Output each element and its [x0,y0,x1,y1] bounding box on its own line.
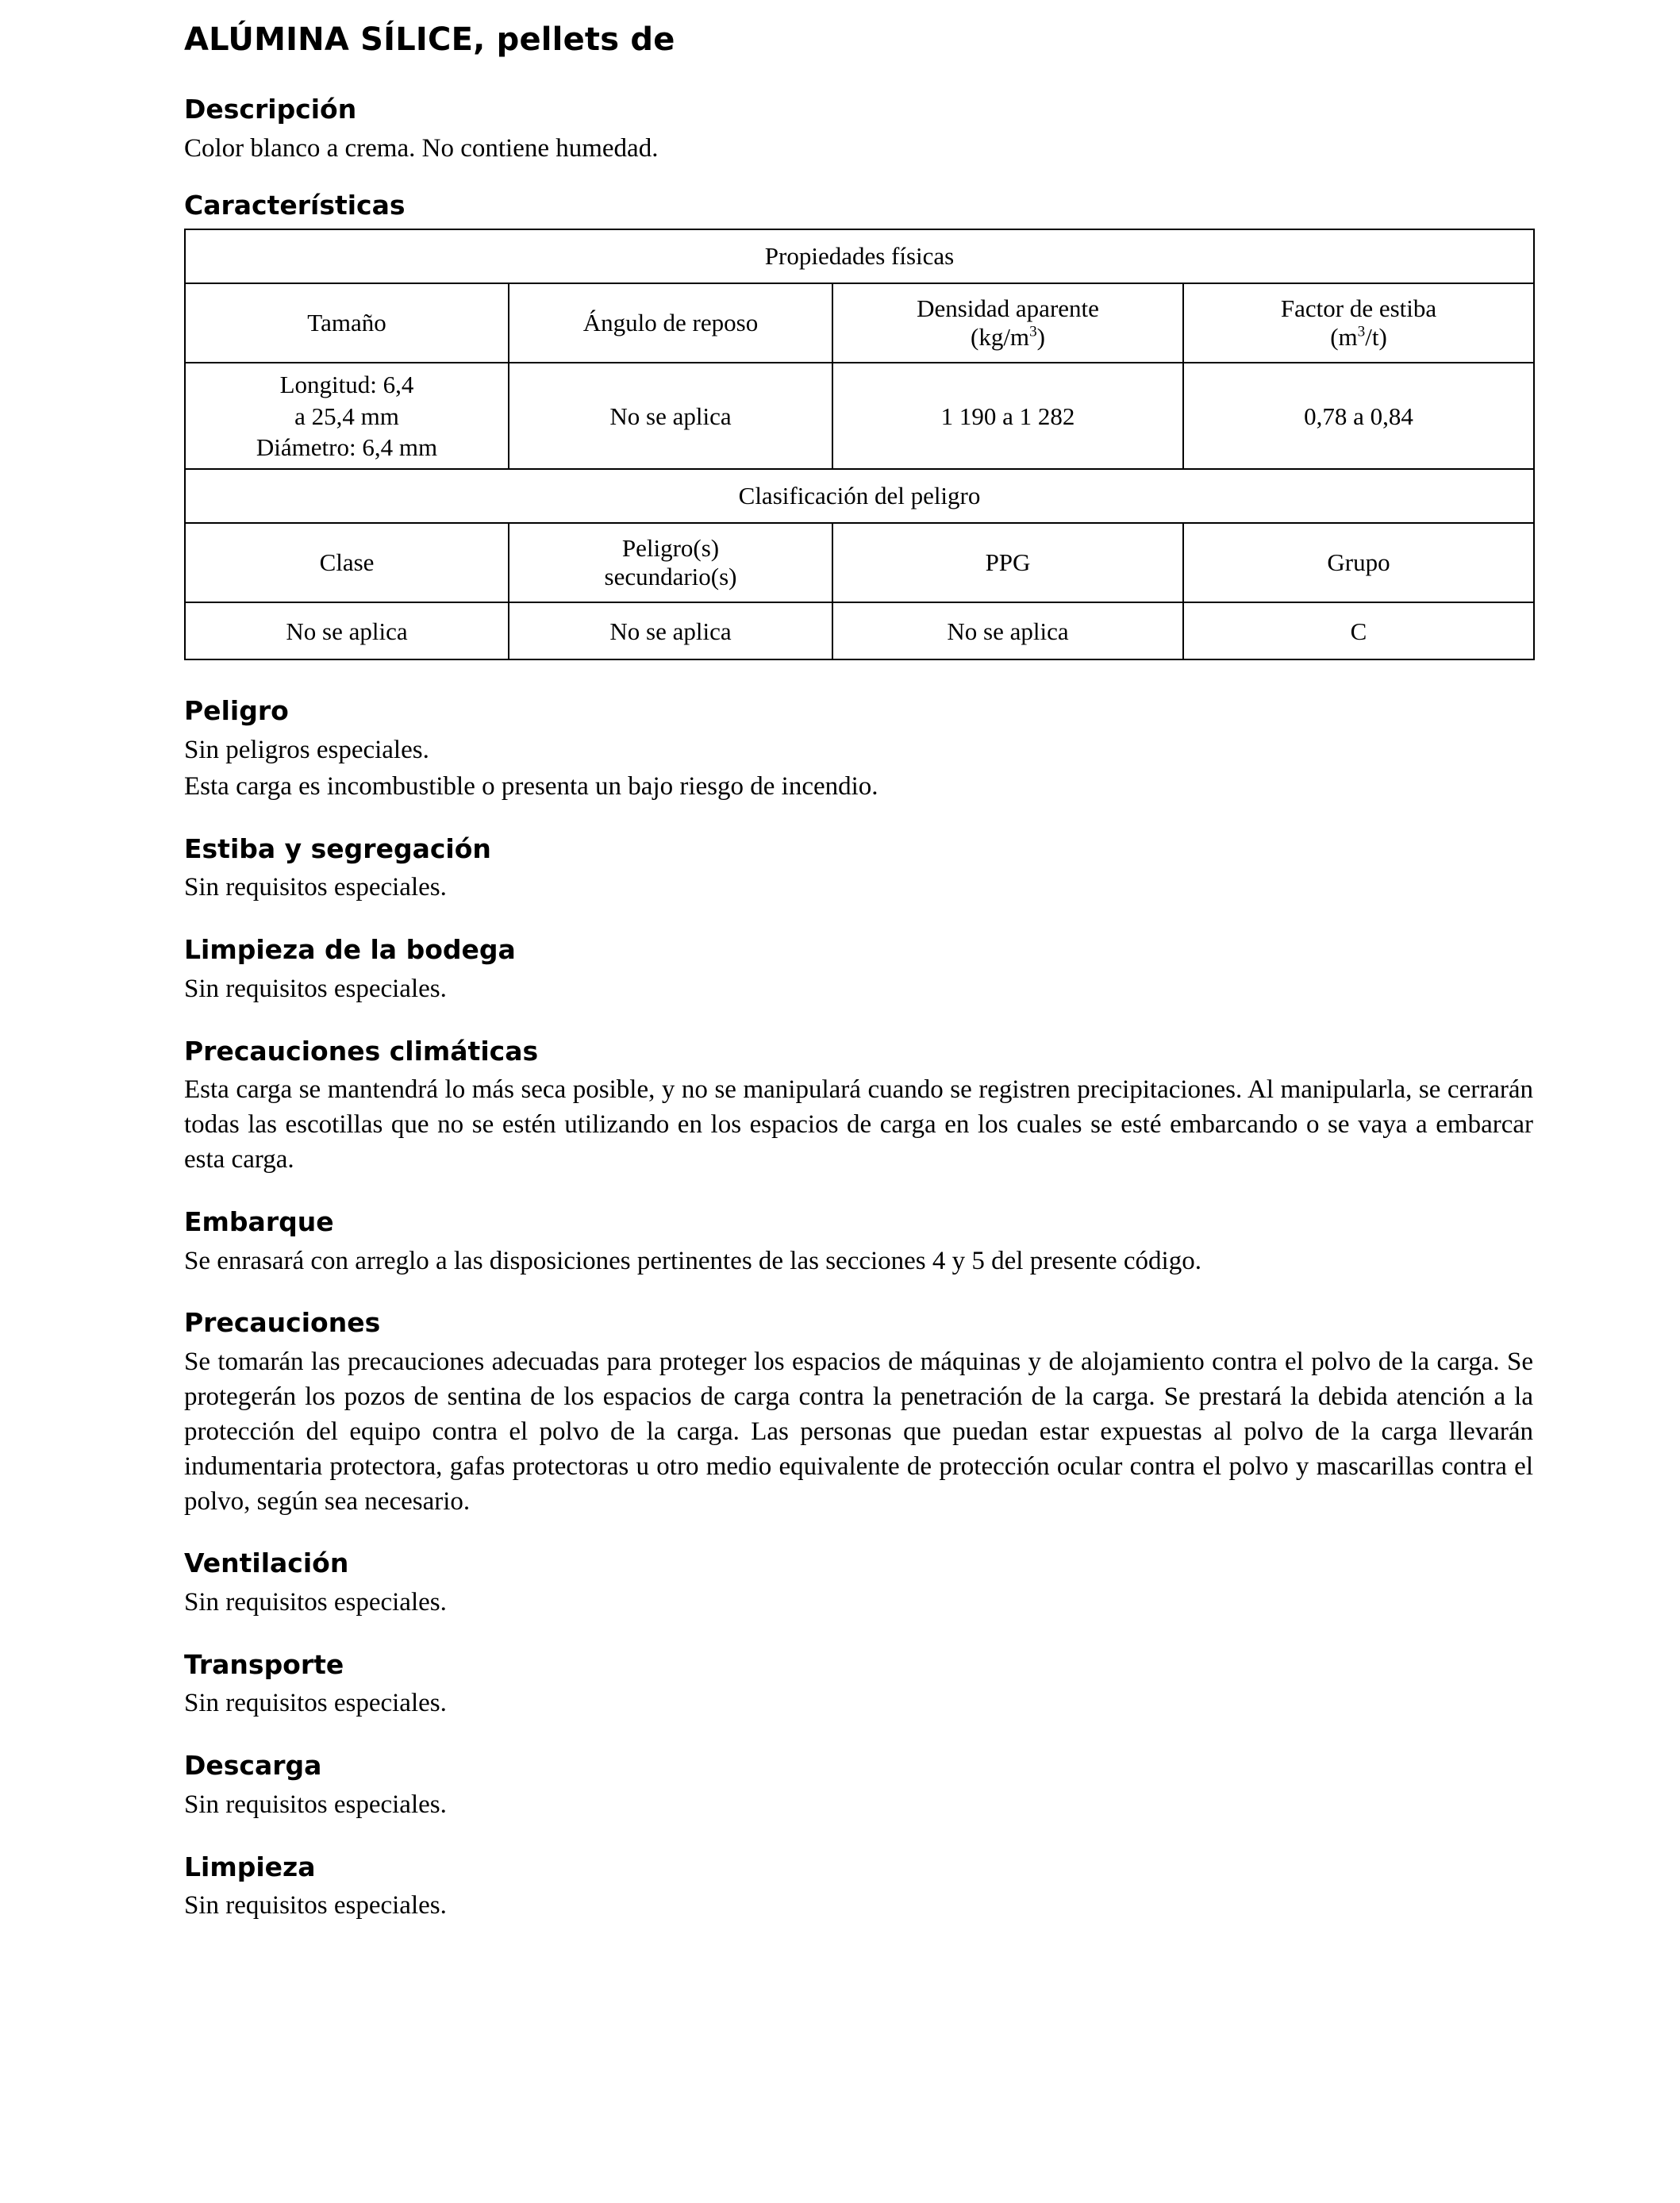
table-row-hazard-banner [185,469,1534,523]
density-unit-pre: (kg/m [971,323,1030,352]
text-transporte: Sin requisitos especiales. [184,1689,447,1718]
header-bulk-density-line1: Densidad aparente [917,294,1099,322]
heading-limpieza: Limpieza [184,1851,316,1882]
properties-table [184,229,1535,660]
density-unit-post: ) [1036,323,1045,352]
section-ventilacion [184,1547,1533,1620]
heading-transporte: Transporte [184,1648,344,1680]
text-peligro-line2: Esta carga es incombustible o presenta un bajo riesgo de incendio. [184,771,878,801]
value-size-line3: Diámetro: 6,4 mm [256,433,438,462]
section-descripcion [184,94,1533,166]
value-subsidiary-hazards: No se aplica [509,602,832,659]
value-class: No se aplica [185,602,509,659]
section-precauciones [184,1307,1533,1519]
text-peligro-line1: Sin peligros especiales. [184,736,429,765]
heading-limpieza-bodega: Limpieza de la bodega [184,934,516,966]
stowage-unit-sup: 3 [1357,324,1366,341]
section-descarga [184,1750,1533,1822]
header-group: Grupo [1183,523,1534,602]
table-row-physical-headers [185,283,1534,363]
table-row-physical-values [185,363,1534,469]
section-estiba-segregacion [184,833,1533,905]
heading-descarga: Descarga [184,1750,322,1782]
header-stowage-factor-unit [1184,323,1533,352]
section-transporte [184,1649,1533,1721]
section-limpieza [184,1851,1533,1924]
table-row-physical-banner [185,229,1534,283]
page-title: ALÚMINA SÍLICE, pellets de [184,21,675,58]
section-precauciones-climaticas [184,1036,1533,1178]
heading-precauciones: Precauciones [184,1307,381,1339]
text-precauciones-climaticas: Esta carga se mantendrá lo más seca posible, y no se manipulará cuando se registren precipitaciones. Al manipularla, se cerrarán todas las escotillas que no se estén utilizando en los espacios de carga en los cuales se esté embarcando o se vaya a embarcar esta carga. [184,1075,1533,1175]
text-limpieza: Sin requisitos especiales. [184,1891,447,1920]
value-size [185,363,509,469]
section-peligro [184,695,1533,804]
text-precauciones: Se tomarán las precauciones adecuadas para proteger los espacios de máquinas y de alojamiento contra el polvo de la carga. Se protegerán los pozos de sentina de los espacios de carga contra la penetración de la carga. Se prestará la debida atención a la protección del equipo contra el polvo de la carga. Las personas que puedan estar expuestas al polvo de la carga llevarán indumentaria protectora, gafas protectoras u otro medio equivalente de protección ocular contra el polvo y mascarillas contra el polvo, según sea necesario. [184,1348,1533,1516]
value-size-line1: Longitud: 6,4 [279,370,414,398]
header-stowage-factor [1183,283,1534,363]
header-subsidiary-hazards [509,523,832,602]
header-bulk-density [832,283,1183,363]
value-size-line2: a 25,4 mm [294,402,399,430]
text-embarque: Se enrasará con arreglo a las disposiciones pertinentes de las secciones 4 y 5 del presente código. [184,1246,1201,1275]
density-unit-sup: 3 [1029,324,1037,341]
header-size: Tamaño [185,283,509,363]
section-limpieza-bodega [184,934,1533,1006]
value-stowage-factor: 0,78 a 0,84 [1183,363,1534,469]
table-row-hazard-values [185,602,1534,659]
banner-hazard-classification: Clasificación del peligro [185,469,1534,523]
heading-ventilacion: Ventilación [184,1547,349,1579]
text-limpieza-bodega: Sin requisitos especiales. [184,974,447,1003]
text-ventilacion: Sin requisitos especiales. [184,1588,447,1617]
header-ppg: PPG [832,523,1183,602]
stowage-unit-pre: (m [1330,323,1358,352]
header-stowage-factor-line1: Factor de estiba [1280,294,1437,322]
value-bulk-density: 1 190 a 1 282 [832,363,1183,469]
text-estiba-segregacion: Sin requisitos especiales. [184,873,447,902]
stowage-unit-post: /t) [1365,323,1387,352]
text-descarga: Sin requisitos especiales. [184,1790,447,1819]
value-angle-of-repose: No se aplica [509,363,832,469]
header-subsidiary-line1: Peligro(s) [621,533,720,562]
header-subsidiary-line2: secundario(s) [604,563,737,591]
heading-caracteristicas: Características [184,190,406,221]
text-descripcion: Color blanco a crema. No contiene humedad. [184,133,659,163]
page-content [184,22,1533,1924]
heading-peligro: Peligro [184,695,289,727]
banner-physical-properties: Propiedades físicas [185,229,1534,283]
heading-descripcion: Descripción [184,94,357,125]
heading-precauciones-climaticas: Precauciones climáticas [184,1035,539,1067]
header-bulk-density-unit [833,323,1182,352]
header-class: Clase [185,523,509,602]
heading-estiba-segregacion: Estiba y segregación [184,832,491,864]
header-angle-of-repose: Ángulo de reposo [509,283,832,363]
table-row-hazard-headers [185,523,1534,602]
value-group: C [1183,602,1534,659]
section-embarque [184,1206,1533,1278]
section-caracteristicas [184,190,1533,660]
value-ppg: No se aplica [832,602,1183,659]
heading-embarque: Embarque [184,1205,334,1237]
